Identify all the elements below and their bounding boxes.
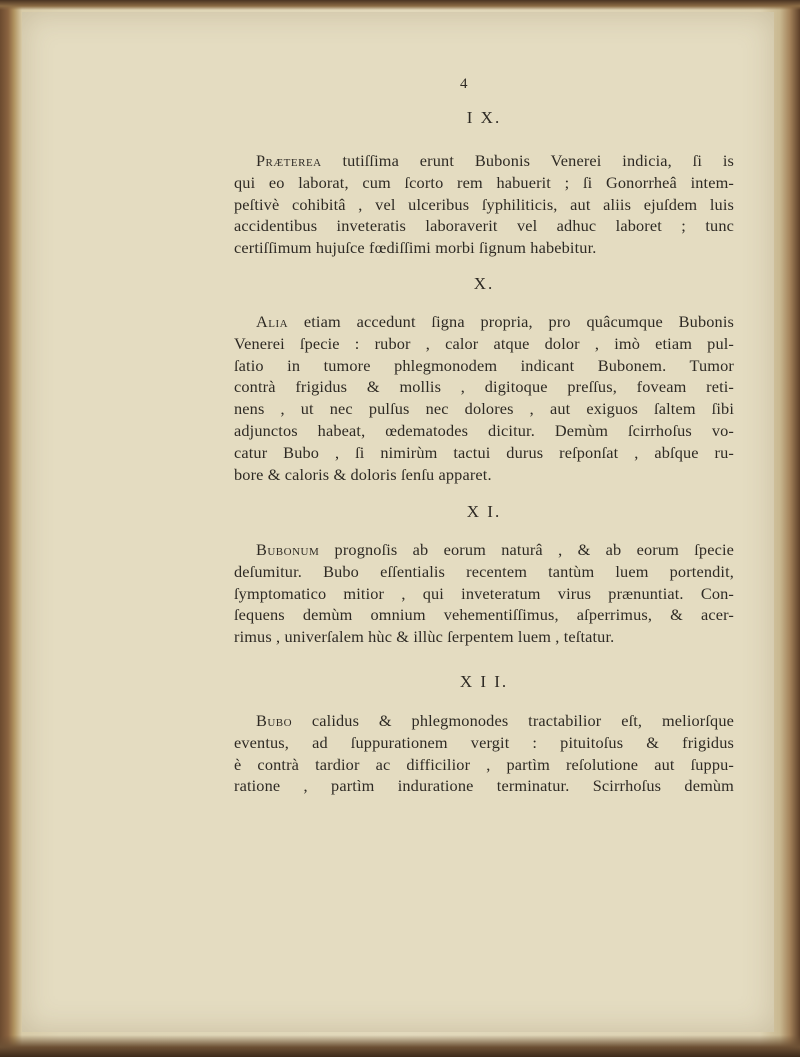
paragraph-line: qui eo laborat, cum ſcorto rem habuerit ; ſi Gonorrheâ intem- <box>234 172 734 192</box>
section-xi-paragraph <box>234 539 734 648</box>
paragraph-line: rimus , univerſalem hùc & illùc ſerpentem luem , teſtatur. <box>234 627 615 647</box>
lead-word: Alia <box>256 312 289 331</box>
line-text: prognoſis ab eorum naturâ , & ab eorum ſpecie <box>319 540 734 559</box>
paragraph-line: ratione , partìm induratione terminatur. Scirrhoſus demùm <box>234 776 734 796</box>
section-ix-paragraph <box>234 150 734 259</box>
paragraph-line: accidentibus inveteratis laboraverit vel adhuc laboret ; tunc <box>234 216 734 236</box>
section-heading-x: X. <box>473 274 495 293</box>
page-number: 4 <box>460 76 468 92</box>
section-heading-xi: X I. <box>466 502 502 521</box>
paragraph-line <box>234 311 734 333</box>
paragraph-line <box>234 150 734 172</box>
lead-word: Præterea <box>256 151 322 170</box>
paragraph-line <box>234 539 734 561</box>
paragraph-line: contrà frigidus & mollis , digitoque preſſus, foveam reti- <box>234 377 734 397</box>
frame-top-edge <box>0 0 800 10</box>
paragraph-line: deſumitur. Bubo eſſentialis recentem tantùm luem portendit, <box>234 561 734 581</box>
lead-word: Bubonum <box>256 540 320 559</box>
paragraph-line: è contrà tardior ac difficilior , partìm reſolutione aut ſuppu- <box>234 754 734 774</box>
paragraph-line: adjunctos habeat, œdematodes dicitur. Demùm ſcirrhoſus vo- <box>234 420 734 440</box>
paragraph-line: eventus, ad ſuppurationem vergit : pituitoſus & frigidus <box>234 732 734 752</box>
lead-word: Bubo <box>256 711 293 730</box>
section-heading-xii: X I I. <box>459 672 509 691</box>
paragraph-line: ſatio in tumore phlegmonodem indicant Bubonem. Tumor <box>234 355 734 375</box>
line-text: etiam accedunt ſigna propria, pro quâcumque Bubonis <box>288 312 734 331</box>
section-x-paragraph <box>234 311 734 485</box>
paragraph-line: peſtivè cohibitâ , vel ulceribus ſyphiliticis, aut aliis ejuſdem luis <box>234 194 734 214</box>
paragraph-line: catur Bubo , ſi nimirùm tactui durus reſponſat , abſque ru- <box>234 442 734 462</box>
section-xii-paragraph <box>234 710 734 797</box>
paragraph-line <box>234 710 734 732</box>
paragraph-line: certiſſimum hujuſce fœdiſſimi morbi ſignum habebitur. <box>234 238 597 258</box>
section-heading-ix: I X. <box>466 108 502 127</box>
paragraph-line: ſymptomatico mitior , qui inveteratum virus prænuntiat. Con- <box>234 583 734 603</box>
line-text: tutiſſima erunt Bubonis Venerei indicia, ſi is <box>321 151 734 170</box>
paragraph-line: Venerei ſpecie : rubor , calor atque dolor , imò etiam pul- <box>234 333 734 353</box>
paragraph-line: nens , ut nec pulſus nec dolores , aut exiguos ſaltem ſibi <box>234 399 734 419</box>
frame-bottom-edge <box>0 1035 800 1057</box>
paragraph-line: bore & caloris & doloris ſenſu apparet. <box>234 464 492 484</box>
line-text: calidus & phlegmonodes tractabilior eſt, meliorſque <box>292 711 734 730</box>
paragraph-line: ſequens demùm omnium vehementiſſimus, aſperrimus, & acer- <box>234 605 734 625</box>
